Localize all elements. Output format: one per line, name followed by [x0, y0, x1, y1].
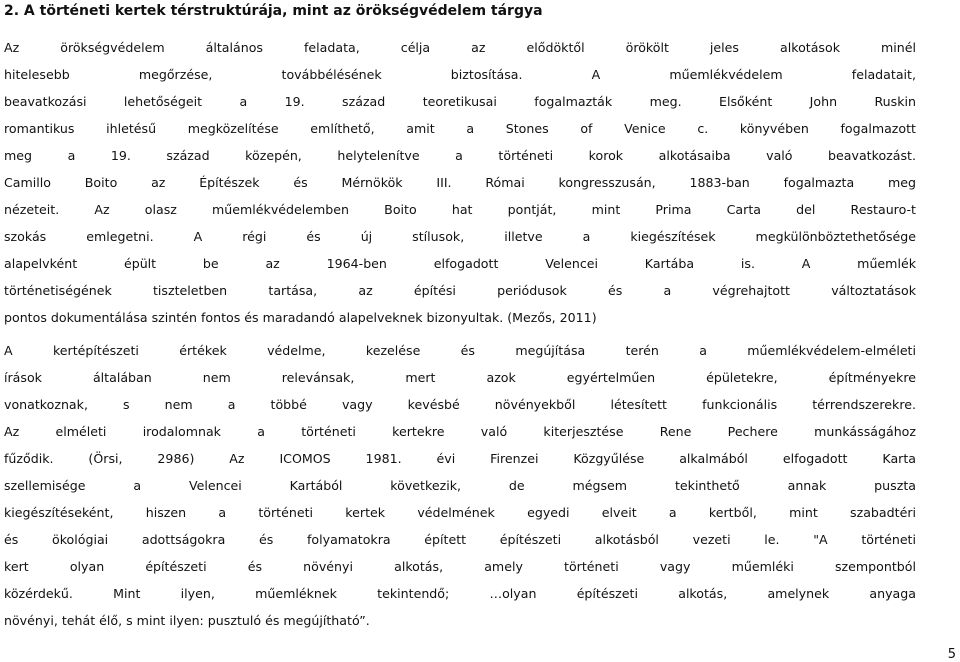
- text-line: meg a 19. század közepén, helytelenítve a történeti korok alkotásaiba való beavatkozást.: [4, 148, 916, 163]
- text-line: írások általában nem relevánsak, mert azok egyértelműen épületekre, építményekre: [4, 370, 916, 385]
- text-line: Az elméleti irodalomnak a történeti kertekre való kiterjesztése Rene Pechere munkásságához: [4, 424, 916, 439]
- text-line: nézeteit. Az olasz műemlékvédelemben Boito hat pontját, mint Prima Carta del Restauro-t: [4, 202, 916, 217]
- text-line: Az örökségvédelem általános feladata, célja az elődöktől örökölt jeles alkotások minél: [4, 40, 916, 55]
- section-heading: 2. A történeti kertek térstruktúrája, mint az örökségvédelem tárgya: [4, 3, 543, 19]
- page-number: 5: [947, 647, 956, 662]
- text-line: alapelvként épült be az 1964-ben elfogadott Velencei Kartába is. A műemlék: [4, 256, 916, 271]
- text-line: beavatkozási lehetőségeit a 19. század teoretikusai fogalmazták meg. Elsőként John Ruskin: [4, 94, 916, 109]
- text-line: történetiségének tiszteletben tartása, az építési periódusok és a végrehajtott változtatások: [4, 283, 916, 298]
- text-line: növényi, tehát élő, s mint ilyen: pusztuló és megújítható”.: [4, 613, 370, 628]
- text-line: kert olyan építészeti és növényi alkotás, amely történeti vagy műemléki szempontból: [4, 559, 916, 574]
- text-line: szellemisége a Velencei Kartából következik, de mégsem tekinthető annak puszta: [4, 478, 916, 493]
- text-line: pontos dokumentálása szintén fontos és maradandó alapelveknek bizonyultak. (Mezős, 2011): [4, 310, 597, 325]
- text-line: vonatkoznak, s nem a többé vagy kevésbé növényekből létesített funkcionális térrendszerekre.: [4, 397, 916, 412]
- text-line: hitelesebb megőrzése, továbbélésének biztosítása. A műemlékvédelem feladatait,: [4, 67, 916, 82]
- text-line: kiegészítéseként, hiszen a történeti kertek védelmének egyedi elveit a kertből, mint szabadtéri: [4, 505, 916, 520]
- text-line: szokás emlegetni. A régi és új stílusok, illetve a kiegészítések megkülönböztethetősége: [4, 229, 916, 244]
- text-line: romantikus ihletésű megközelítése említhető, amit a Stones of Venice c. könyvében fogalmazott: [4, 121, 916, 136]
- text-line: és ökológiai adottságokra és folyamatokra épített építészeti alkotásból vezeti le. "A történeti: [4, 532, 916, 547]
- text-line: fűződik. (Örsi, 2986) Az ICOMOS 1981. évi Firenzei Közgyűlése alkalmából elfogadott Karta: [4, 451, 916, 466]
- paragraph-garden-heritage: [4, 337, 916, 634]
- paragraph-heritage-protection: [4, 34, 916, 331]
- text-line: A kertépítészeti értékek védelme, kezelése és megújítása terén a műemlékvédelem-elméleti: [4, 343, 916, 358]
- text-line: közérdekű. Mint ilyen, műemléknek tekintendő; …olyan építészeti alkotás, amelynek anyaga: [4, 586, 916, 601]
- text-line: Camillo Boito az Építészek és Mérnökök III. Római kongresszusán, 1883-ban fogalmazta meg: [4, 175, 916, 190]
